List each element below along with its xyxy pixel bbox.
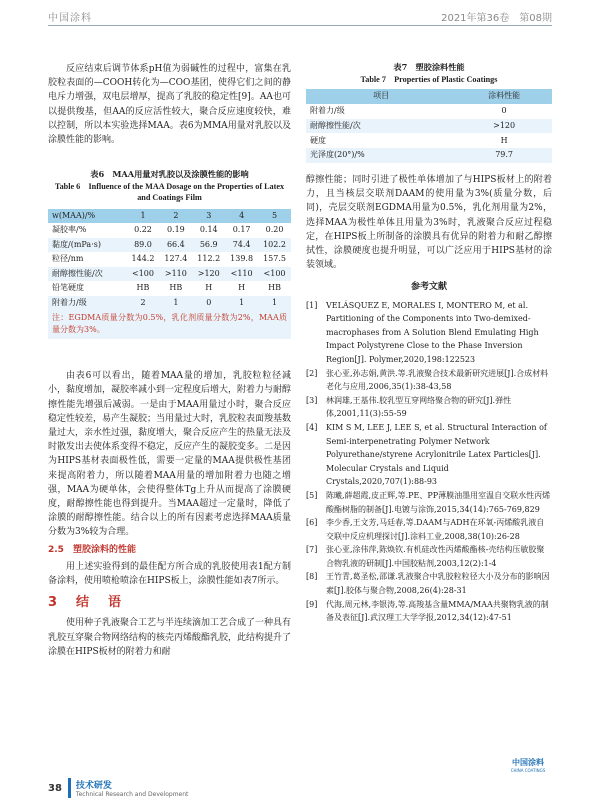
footer-section xyxy=(68,778,188,798)
reference-text: 王竹青,葛圣松,邵谦.乳液聚合中乳胶粒粒径大小及分布的影响因素[J].胶体与聚合物,2008,26(4):28-31 xyxy=(326,572,550,596)
section-2-5-heading: 2.5 塑胶涂料的性能 xyxy=(48,544,136,555)
reference-text: 李少香,王文芳,马廷春,等.DAAM与ADH在环氧-丙烯酸乳液自交联中反应机理探讨[J].涂料工业,2008,38(10):26-28 xyxy=(326,518,545,541)
table6-cell: 3 xyxy=(192,209,225,224)
table6-row-header: 铅笔硬度 xyxy=(52,283,84,293)
table7-item: 耐醇擦性能/次 xyxy=(306,119,456,134)
table7-item: 附着力/级 xyxy=(310,106,345,116)
table6-row xyxy=(48,281,291,296)
table6-row xyxy=(48,223,291,238)
table7-row xyxy=(306,104,552,119)
table6-cell: 0.17 xyxy=(232,225,251,235)
page-number: 38 xyxy=(48,782,62,794)
reference-item xyxy=(306,367,552,394)
footer-section-cn: 技术研发 xyxy=(75,781,112,791)
table6-row xyxy=(48,267,291,282)
table7-item: 项目 xyxy=(306,89,456,104)
table6-row xyxy=(48,238,291,253)
table6-row xyxy=(48,252,291,267)
paragraph-4: 使用种子乳液聚合工艺与半连续滴加工艺合成了一种具有乳胶互穿聚合物网络结构的核壳丙烯酸酯乳胶，此结构提升了涂膜在HIPS板材的附着力和耐 xyxy=(48,618,292,657)
table7-value: H xyxy=(500,135,508,145)
table6-cell: 1 xyxy=(127,209,160,224)
table6-cell: 89.0 xyxy=(127,238,160,253)
reference-item xyxy=(306,516,552,543)
table7-row xyxy=(306,133,552,148)
journal-name: 中国涂料 xyxy=(48,13,92,24)
table6-cell: 157.5 xyxy=(263,254,286,264)
table6-cell: 2 xyxy=(127,296,160,311)
table6-row-header: 凝胶率/% xyxy=(52,225,87,235)
table6-cell: 4 xyxy=(225,209,258,224)
table7-item: 光泽度(20°)/% xyxy=(306,148,456,163)
table7-value: 79.7 xyxy=(456,148,552,163)
table7-caption-en: Table 7 Properties of Plastic Coatings xyxy=(360,74,498,84)
reference-number: [9] xyxy=(306,599,318,609)
reference-item xyxy=(306,299,552,367)
reference-number: [8] xyxy=(306,572,318,582)
table7-item: 硬度 xyxy=(310,135,326,145)
table6-cell: 2 xyxy=(159,209,192,224)
reference-number: [1] xyxy=(306,300,318,310)
reference-list xyxy=(306,299,552,625)
paragraph-3: 用上述实验得到的最佳配方所合成的乳胶使用表1配方制备涂料，使用喷枪喷涂在HIPS板上，涂膜性能如表7所示。 xyxy=(48,561,291,587)
conclusion-paragraph: 醇擦性能；同时引进了极性单体增加了与HIPS板材上的附着力，且当核层交联剂DAAM的使用量为3%(质量分数，后同)，壳层交联剂EGDMA用量为0.5%，乳化剂用量为2%，选择MAA为极性单体且用量为3%时，乳液聚合反应过程稳定，在HIPS板上所制备的涂膜具有优异的附着力和耐乙醇擦拭性，涂膜硬度也提升明显，可以广泛应用于HIPS基材的涂装领域。 xyxy=(306,174,552,271)
table6-cell: 1 xyxy=(159,296,192,311)
reference-text: 林润雄,王基伟.胶乳型互穿网络聚合物的研究[J].弹性体,2001,11(3):55-59 xyxy=(326,395,512,419)
table6-cell: <100 xyxy=(258,267,291,282)
left-column xyxy=(48,62,291,659)
table6-row-header: 附着力/级 xyxy=(48,296,127,311)
reference-item xyxy=(306,489,552,516)
reference-number: [3] xyxy=(306,395,318,405)
reference-text: 张心亚,孙志娟,黄洪.等.乳液聚合技术最新研究进展[J].合成材料老化与应用,2006,35(1):38-43,58 xyxy=(326,368,549,392)
table6-cell: HB xyxy=(268,283,281,293)
table6-cell: 127.4 xyxy=(164,254,188,264)
section-3-heading: 3 结 语 xyxy=(48,595,125,611)
table7-value: 涂料性能 xyxy=(456,89,552,104)
reference-text: VELÁSQUEZ E, MORALES I, MONTERO M, et al. Partitioning of the Components into Two-demixed-macrophases from A Solution Blend Emulating High Impact Polystyrene Close to the Phase Inversion Region[J]. Polymer,2020,198:122523 xyxy=(326,300,539,364)
table6-cell: 144.2 xyxy=(131,254,155,264)
table7-row xyxy=(306,119,552,134)
table6-cell: 66.4 xyxy=(159,238,192,253)
reference-item xyxy=(306,598,552,625)
table6-row-header: w(MAA)/% xyxy=(48,209,127,224)
reference-item xyxy=(306,543,552,570)
table6-cell: 0.20 xyxy=(265,225,284,235)
references-heading: 参考文献 xyxy=(410,282,447,293)
header-rule xyxy=(48,25,552,26)
table6-cell: <100 xyxy=(127,267,160,282)
reference-number: [7] xyxy=(306,545,318,555)
table6-caption-en: Table 6 Influence of the MAA Dosage on the Properties of Latex and Coatings Film xyxy=(54,181,285,203)
table6-note: 注：EGDMA质量分数为0.5%，乳化剂质量分数为2%，MAA质量分数为3%。 xyxy=(48,310,291,339)
table6-cell: 74.4 xyxy=(225,238,258,253)
table6-cell: 1 xyxy=(225,296,258,311)
table7-row xyxy=(306,89,552,104)
table6-cell: 0.22 xyxy=(134,225,152,235)
table7-row xyxy=(306,148,552,163)
table6-cell: <110 xyxy=(225,267,258,282)
reference-item xyxy=(306,394,552,421)
reference-text: KIM S M, LEE J, LEE S, et al. Structural Interaction of Semi-interpenetrating Polymer Network Polyurethane/styrene Acrylonitrile Latex Particles[J]. Molecular Crystals and Liquid Crystals,2020,707(1):88-93 xyxy=(326,422,547,487)
reference-item xyxy=(306,570,552,597)
table6-cell: H xyxy=(205,283,213,293)
table6-row xyxy=(48,296,291,311)
table6-row-header: 粒径/nm xyxy=(52,254,84,264)
table6-cell: >120 xyxy=(192,267,225,282)
table6-cell: 0 xyxy=(192,296,225,311)
reference-text: 张心亚,涂伟萍,陈焕钦.有机硅改性丙烯酸酯核-壳结构压敏胶聚合物乳液的研制[J].中国胶粘剂,2003,12(2):1-4 xyxy=(326,545,545,568)
reference-number: [4] xyxy=(306,422,318,432)
logo-text: 中国涂料 xyxy=(512,758,544,767)
table7-value: >120 xyxy=(456,119,552,134)
table6-cell: 1 xyxy=(258,296,291,311)
table6-cell: 0.14 xyxy=(199,225,218,235)
table6-cell: HB xyxy=(136,283,150,293)
reference-number: [5] xyxy=(306,490,318,500)
reference-text: 陈曦,薛超霞,皮正辉,等.PE、PP薄膜油墨用室温自交联水性丙烯酸酯树脂的制备[J].电镀与涂饰,2015,34(14):765-769,829 xyxy=(326,490,551,514)
reference-number: [6] xyxy=(306,518,318,528)
table6-cell: 0.19 xyxy=(166,225,185,235)
journal-logo xyxy=(506,758,550,780)
reference-item xyxy=(306,421,552,489)
table6-cell: 56.9 xyxy=(192,238,225,253)
paragraph-1: 反应结束后调节体系pH值为弱碱性的过程中，富集在乳胶粒表面的—COOH转化为—COO基团，使得它们之间的静电斥力增强，双电层增厚，提高了乳胶的稳定性[9]。AA也可以提供羧基，但AA的反应活性较大，聚合反应速度较快，难以控制，所以本实验选择MAA。表6为MMA用量对乳胶以及涂膜性能的影响。 xyxy=(48,64,291,146)
table6-cell: >110 xyxy=(159,267,192,282)
logo-subtext: CHINA COATINGS xyxy=(510,768,546,773)
table7-value: 0 xyxy=(501,106,507,116)
table6-cell: 102.2 xyxy=(258,238,291,253)
table6-cell: 5 xyxy=(258,209,291,224)
table6-cell: 139.8 xyxy=(230,254,254,264)
table6-row-header: 耐醇擦性能/次 xyxy=(48,267,127,282)
page-header xyxy=(0,0,600,30)
table6-cell: 112.2 xyxy=(197,254,221,264)
issue-info: 2021年第36卷 第08期 xyxy=(441,13,552,24)
table6-caption-cn: 表6 MAA用量对乳胶以及涂膜性能的影响 xyxy=(90,169,249,180)
table6-cell: H xyxy=(238,283,246,293)
table7-caption-cn: 表7 塑胶涂料性能 xyxy=(393,62,465,72)
right-column xyxy=(306,62,552,625)
footer-section-en: Technical Research and Development xyxy=(75,791,189,798)
reference-number: [2] xyxy=(306,368,318,378)
table-6 xyxy=(48,209,291,311)
table6-cell: HB xyxy=(169,283,183,293)
page-footer xyxy=(48,778,188,798)
reference-text: 代海,周元林,李银涛,等.高羧基含量MMA/MAA共聚物乳液的制备及表征[J].武汉理工大学学报,2012,34(12):47-51 xyxy=(326,599,549,623)
table-7 xyxy=(306,89,552,163)
table6-row xyxy=(48,209,291,224)
table6-row-header: 黏度/(mPa·s) xyxy=(48,238,127,253)
paragraph-2: 由表6可以看出，随着MAA量的增加，乳胶粒粒径减小，黏度增加，凝胶率减小到一定程度后增大，附着力与耐醇擦性能先增强后减弱。一是由于MAA用量过小时，聚合反应稳定性较差，易产生凝胶；当用量过大时，乳胶粒表面羧基数量过大，亲水性过强，黏度增大，聚合反应产生的热量无法及时散发出去使体系变得不稳定，反应产生的凝胶变多。二是因为HIPS基材表面极性低，需要一定量的MAA提供极性基团来提高附着力，所以随着MAA用量的增加附着力也随之增强，MAA为硬单体，会使得整体Tg上升从而提高了涂膜硬度，耐醇擦性能也得到提升。当MAA超过一定量时，降低了涂膜的耐醇擦性能。结合以上的所有因素考虑选择MAA质量分数为3%较为合理。 xyxy=(48,371,292,538)
